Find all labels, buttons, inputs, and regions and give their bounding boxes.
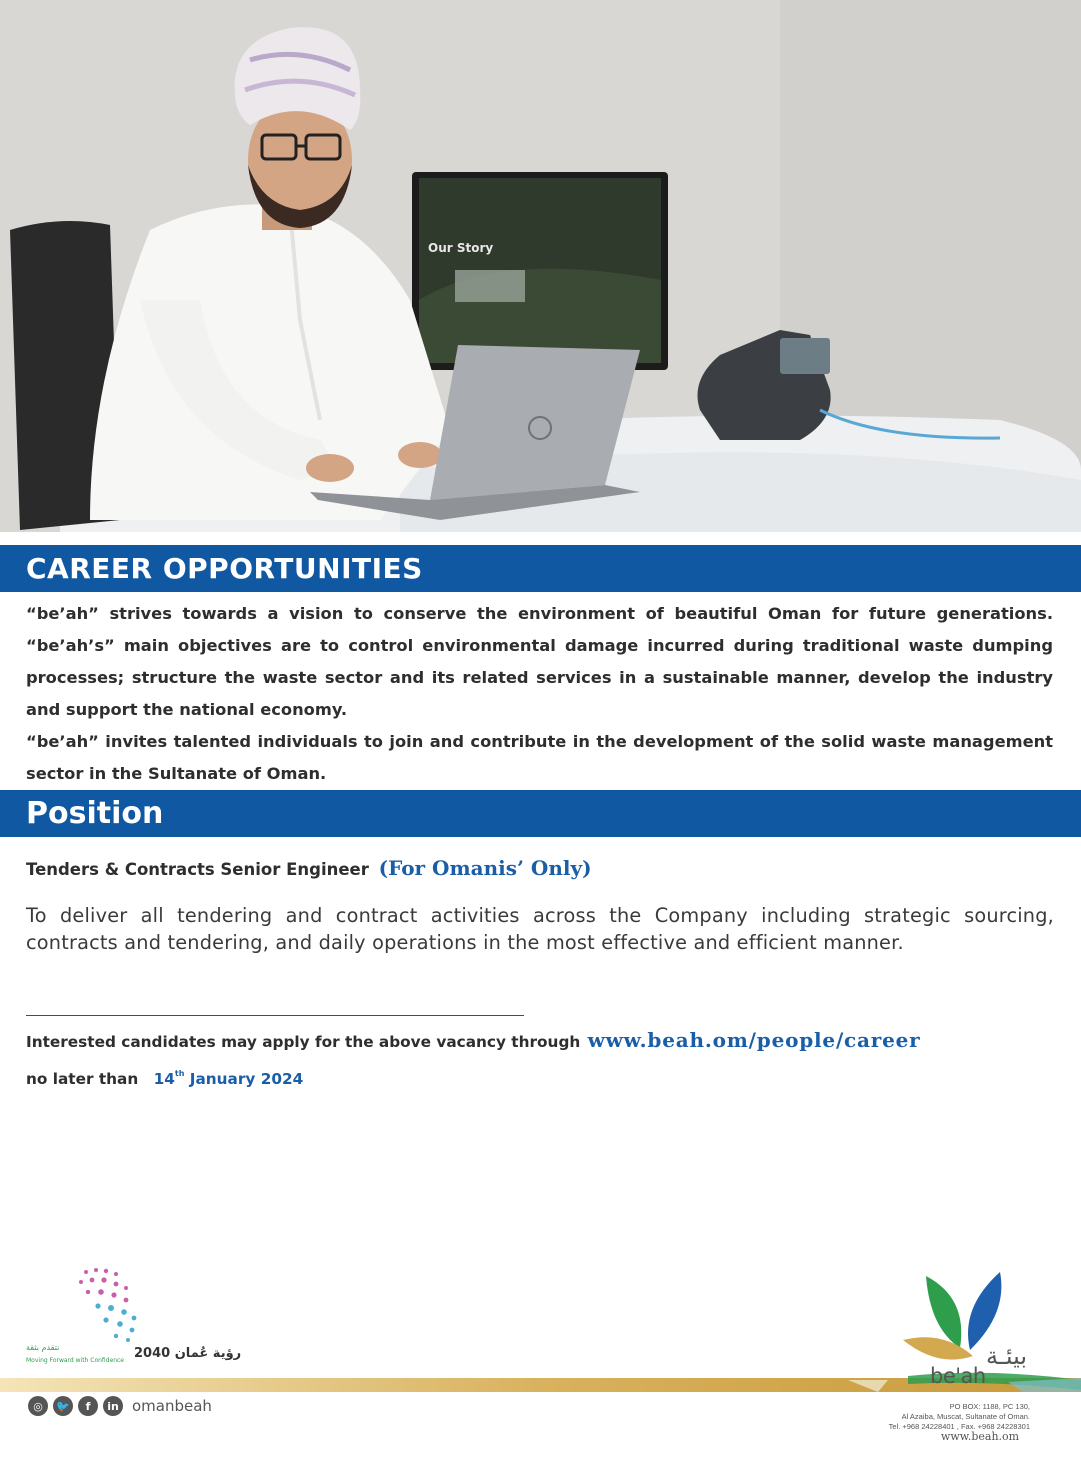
application-info xyxy=(26,1028,921,1052)
social-media-bar xyxy=(28,1396,212,1416)
hero-photo xyxy=(0,0,1081,532)
deadline-suffix: th xyxy=(174,1068,185,1078)
deadline-day: 14 xyxy=(153,1070,175,1088)
position-description: To deliver all tendering and contract activities across the Company including strategic sourcing, contracts and tendering, and daily operations in the most effective and efficient manner. xyxy=(26,904,1054,954)
office-illustration xyxy=(0,0,1081,532)
deadline-date xyxy=(154,1070,304,1088)
twitter-icon[interactable]: 🐦 xyxy=(53,1396,73,1416)
instagram-icon[interactable]: ◎ xyxy=(28,1396,48,1416)
address-line-2: Al Azaiba, Muscat, Sultanate of Oman. xyxy=(901,1412,1030,1421)
position-title xyxy=(26,856,592,880)
position-name: Tenders & Contracts Senior Engineer xyxy=(26,860,369,879)
deadline-prefix: no later than xyxy=(26,1070,139,1088)
social-handle: omanbeah xyxy=(132,1397,212,1415)
vision-tagline-ar: نتقدم بثقة xyxy=(26,1343,60,1352)
intro-paragraph-1: “be’ah” strives towards a vision to conserve the environment of beautiful Oman for future generations. “be’ah’s” main objectives are to control environmental damage incurred during traditional waste dumping processes; structure the waste sector and its related services in a sustainable manner, develop the industry and support the national economy. xyxy=(26,604,1053,719)
facebook-icon[interactable]: f xyxy=(78,1396,98,1416)
oman-vision-2040-logo xyxy=(26,1262,242,1372)
position-heading xyxy=(0,790,1081,837)
vision-logo-text: رؤية عُمان 2040 xyxy=(134,1346,242,1361)
logo-latin-name: be'ah xyxy=(930,1364,986,1388)
career-heading-text: CAREER OPPORTUNITIES xyxy=(26,552,423,585)
position-eligibility: (For Omanis’ Only) xyxy=(378,856,592,880)
intro-paragraph-2: “be’ah” invites talented individuals to join and contribute in the development of the solid waste management sector in the Sultanate of Oman. xyxy=(26,732,1053,783)
career-opportunities-heading xyxy=(0,545,1081,592)
address-line-1: PO BOX: 1188, PC 130, xyxy=(949,1402,1030,1411)
vision-tagline-en: Moving Forward with Confidence xyxy=(26,1357,124,1364)
address-line-3: Tel. +968 24228401 , Fax. +968 24228301 xyxy=(888,1422,1030,1431)
application-deadline xyxy=(26,1070,303,1088)
company-website[interactable]: www.beah.om xyxy=(940,1430,1020,1443)
position-heading-text: Position xyxy=(26,796,164,831)
career-url-link[interactable]: www.beah.om/people/career xyxy=(587,1028,921,1052)
deadline-month-year: January 2024 xyxy=(189,1070,304,1088)
company-address xyxy=(880,1402,1030,1442)
linkedin-icon[interactable]: in xyxy=(103,1396,123,1416)
application-text: Interested candidates may apply for the above vacancy through xyxy=(26,1033,581,1051)
logo-arabic-name: بيئـة xyxy=(986,1342,1028,1370)
divider-line xyxy=(26,1015,524,1016)
intro-text xyxy=(26,598,1053,790)
monitor-screen-text: Our Story xyxy=(428,241,494,255)
